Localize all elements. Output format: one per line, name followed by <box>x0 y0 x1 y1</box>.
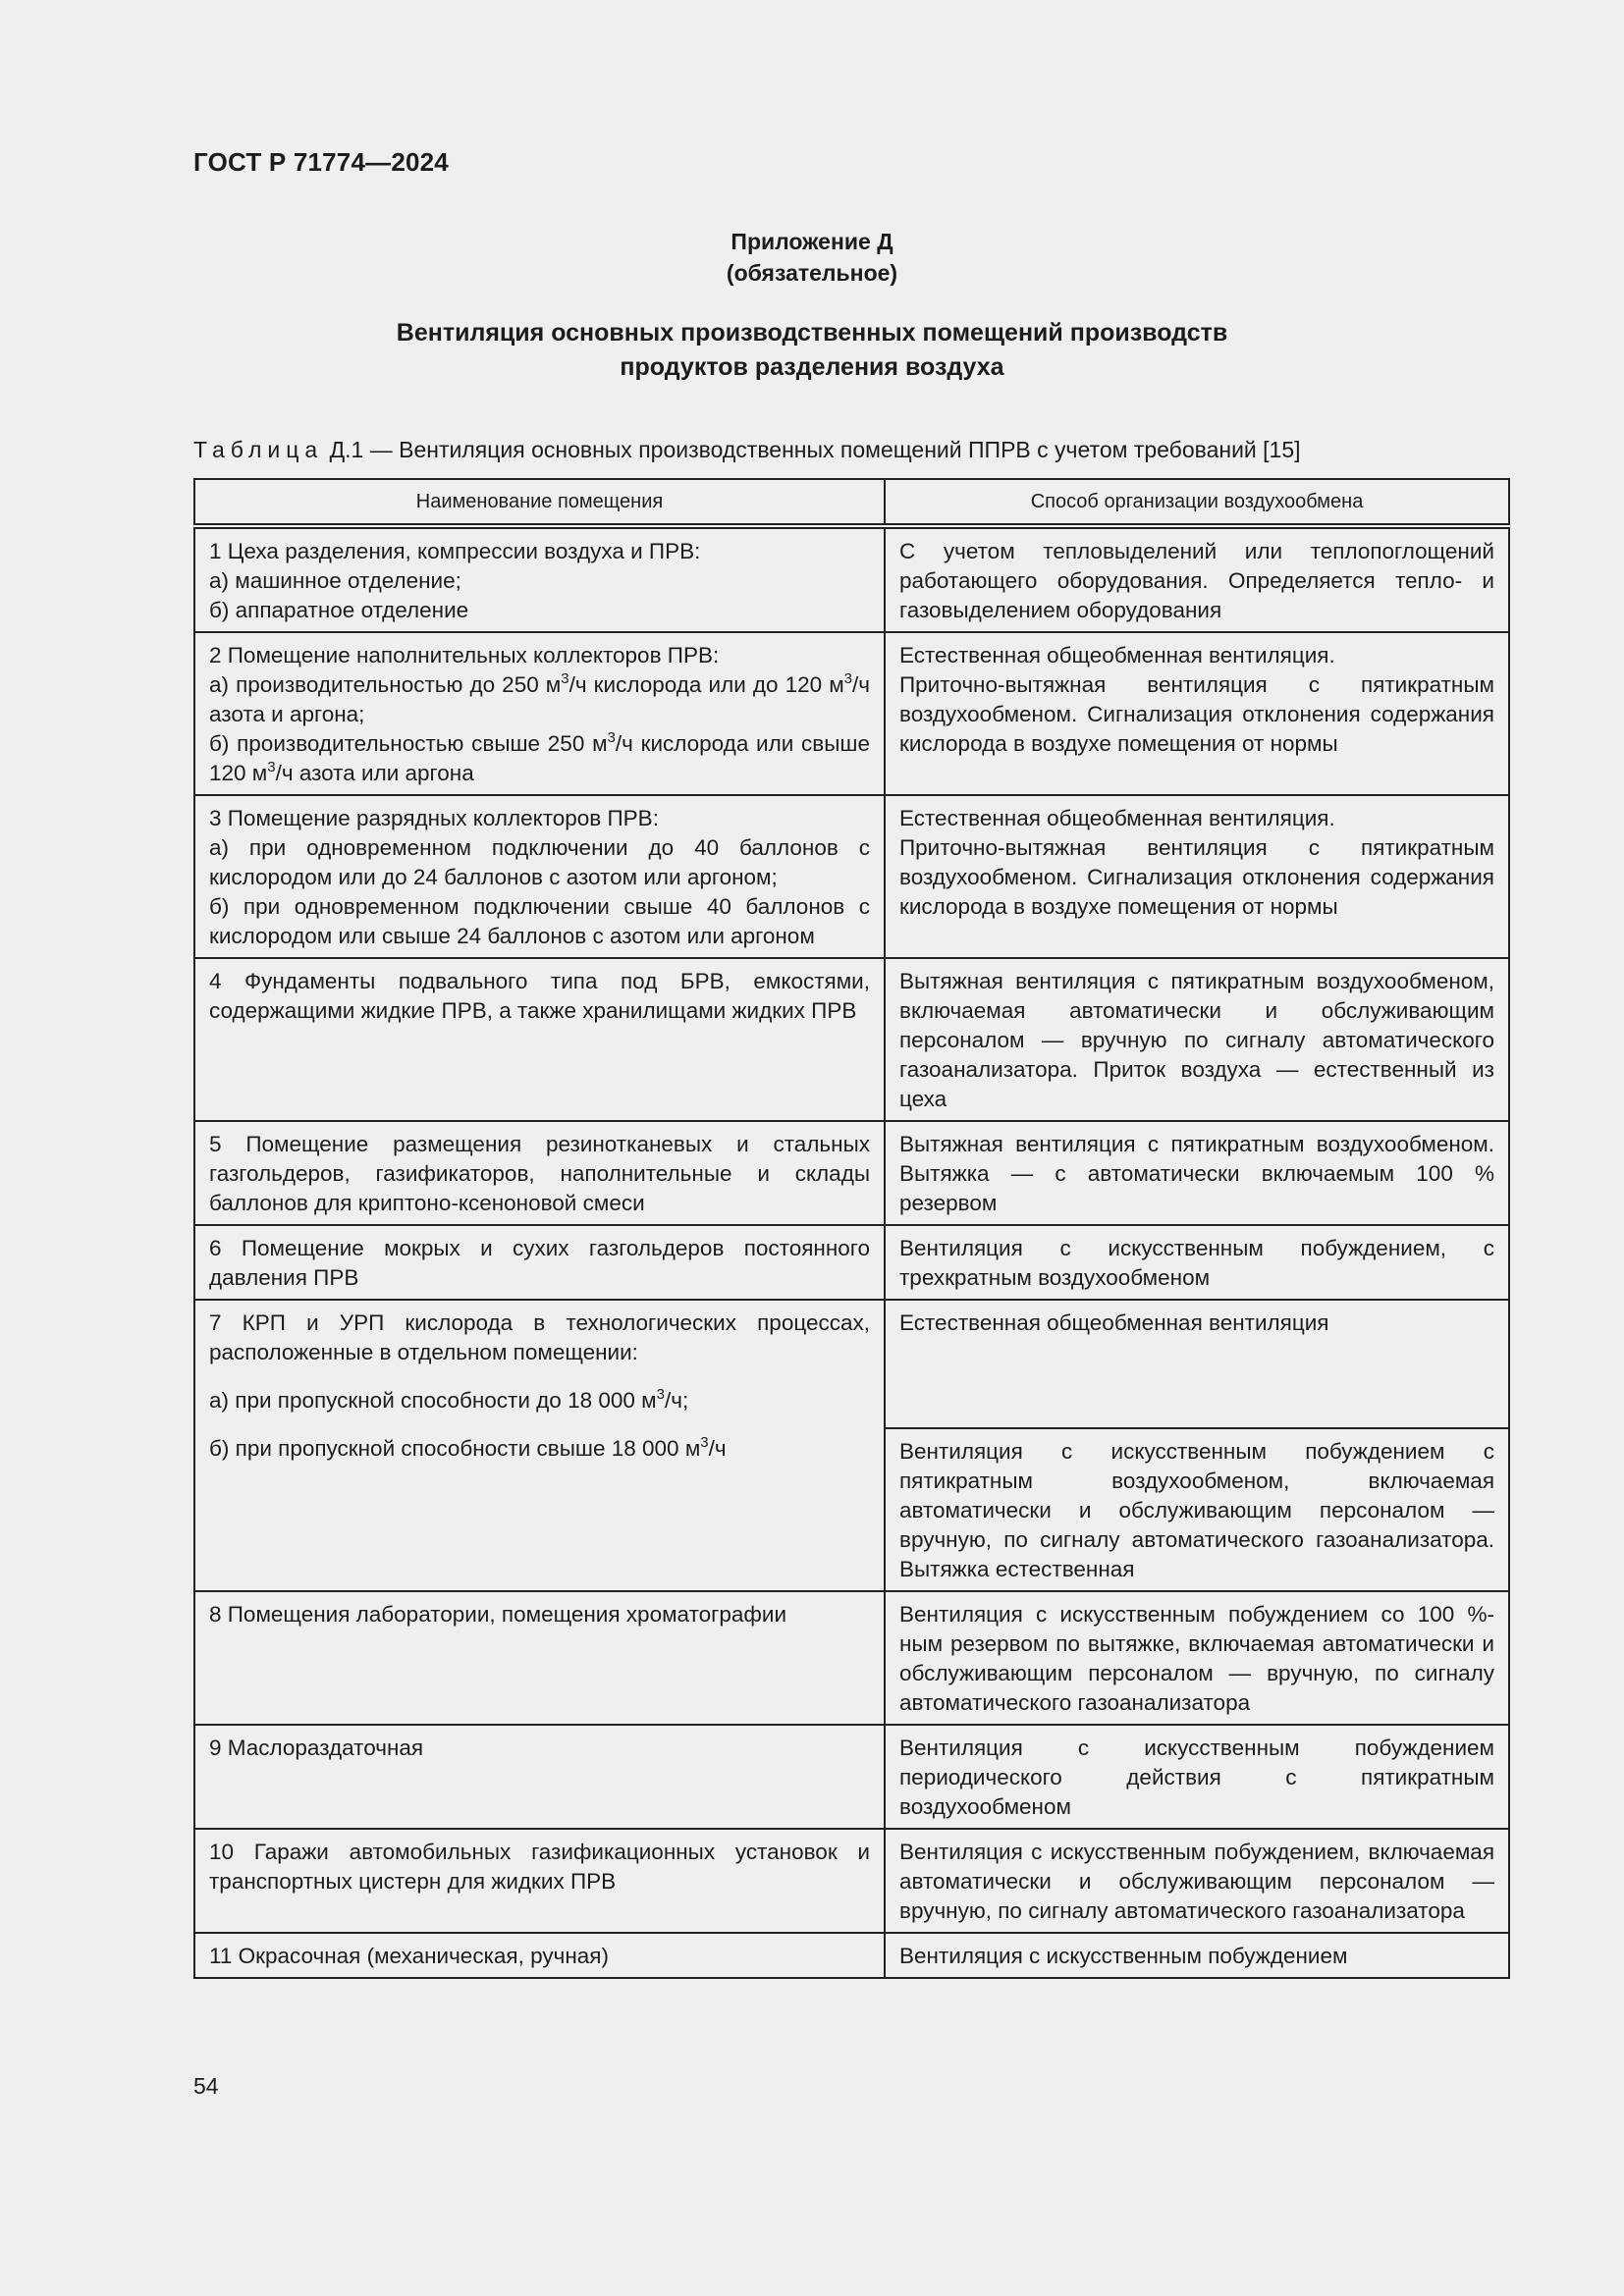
table-row <box>194 1829 1509 1933</box>
page-number: 54 <box>193 2073 219 2099</box>
room-cell: 4 Фундаменты подвального типа под БРВ, емкостями, содержащими жидкие ПРВ, а также хранилищами жидких ПРВ <box>194 958 885 1121</box>
spacer <box>209 1367 870 1386</box>
column-header-room: Наименование помещения <box>194 479 885 526</box>
table-row <box>194 1225 1509 1300</box>
room-line: 2 Помещение наполнительных коллекторов ПРВ: <box>209 643 720 667</box>
room-text: /ч кислорода или свыше 120 м <box>209 731 871 785</box>
room-line <box>209 670 870 729</box>
superscript: 3 <box>843 670 853 687</box>
table-row <box>194 1300 1509 1428</box>
method-cell: Естественная общеобменная вентиляция <box>885 1300 1509 1428</box>
table-row <box>194 1121 1509 1225</box>
room-cell: 10 Гаражи автомобильных газификационных установок и транспортных цистерн для жидких ПРВ <box>194 1829 885 1933</box>
method-line: Приточно-вытяжная вентиляция с пятикратным воздухообменом. Сигнализация отклонения содержания кислорода в воздухе помещения от нормы <box>899 835 1494 919</box>
ventilation-table <box>193 478 1510 1979</box>
superscript: 3 <box>267 759 276 775</box>
table-row <box>194 632 1509 795</box>
room-cell: 11 Окрасочная (механическая, ручная) <box>194 1933 885 1978</box>
room-line: 3 Помещение разрядных коллекторов ПРВ: <box>209 806 659 830</box>
room-text: а) при пропускной способности до 18 000 м <box>209 1388 657 1413</box>
appendix-status: (обязательное) <box>726 260 898 286</box>
method-cell: Вентиляция с искусственным побуждением периодического действия с пятикратным воздухообменом <box>885 1725 1509 1829</box>
document-code: ГОСТ Р 71774—2024 <box>193 147 449 177</box>
appendix-label: Приложение Д <box>731 229 893 254</box>
column-header-method: Способ организации воздухообмена <box>885 479 1509 526</box>
method-cell: Вентиляция с искусственным побуждением, с трехкратным воздухообменом <box>885 1225 1509 1300</box>
room-text: а) производительностью до 250 м <box>209 672 562 697</box>
appendix-title-line1: Вентиляция основных производственных помещений производств <box>396 319 1228 347</box>
superscript: 3 <box>561 670 569 687</box>
method-cell: Вытяжная вентиляция с пятикратным воздухообменом. Вытяжка — с автоматически включаемым 100 % резервом <box>885 1121 1509 1225</box>
room-cell <box>194 632 885 795</box>
table-caption <box>193 435 1301 464</box>
superscript: 3 <box>607 729 616 746</box>
method-cell: Вентиляция с искусственным побуждением с пятикратным воздухообменом, включаемая автоматически и обслуживающим персоналом — вручную, по сигналу автоматического газоанализатора. Вытяжка естественная <box>885 1428 1509 1591</box>
method-cell: Вентиляция с искусственным побуждением со 100 %-ным резервом по вытяжке, включаемая автоматически и обслуживающим персоналом — вручную, по сигналу автоматического газоанализатора <box>885 1591 1509 1725</box>
table-row <box>194 526 1509 632</box>
room-line: а) машинное отделение; <box>209 568 461 593</box>
room-text: /ч; <box>664 1388 689 1413</box>
method-cell <box>885 795 1509 958</box>
table-row <box>194 1591 1509 1725</box>
table-row <box>194 795 1509 958</box>
table-row <box>194 958 1509 1121</box>
room-text: /ч азота или аргона <box>275 761 474 785</box>
method-cell: Вытяжная вентиляция с пятикратным воздухообменом, включаемая автоматически и обслуживающим персоналом — вручную по сигналу автоматического газоанализатора. Приток воздуха — естественный из цеха <box>885 958 1509 1121</box>
method-cell: Вентиляция с искусственным побуждением <box>885 1933 1509 1978</box>
room-line: а) при одновременном подключении до 40 баллонов с кислородом или до 24 баллонов с азотом или аргоном; <box>209 835 870 889</box>
appendix-title <box>0 316 1624 385</box>
table-row <box>194 1933 1509 1978</box>
method-cell: Вентиляция с искусственным побуждением, включаемая автоматически и обслуживающим персоналом — вручную, по сигналу автоматического газоанализатора <box>885 1829 1509 1933</box>
method-line: Естественная общеобменная вентиляция. <box>899 643 1335 667</box>
room-line <box>209 1434 870 1464</box>
table-header-row <box>194 479 1509 526</box>
room-cell: 8 Помещения лаборатории, помещения хроматографии <box>194 1591 885 1725</box>
table-caption-text: Д.1 — Вентиляция основных производственных помещений ППРВ с учетом требований [15] <box>323 437 1301 462</box>
room-cell: 5 Помещение размещения резинотканевых и стальных газгольдеров, газификаторов, наполнительные и склады баллонов для криптоно-ксеноновой смеси <box>194 1121 885 1225</box>
room-line <box>209 729 870 788</box>
method-line: Естественная общеобменная вентиляция. <box>899 806 1335 830</box>
room-cell: 9 Маслораздаточная <box>194 1725 885 1829</box>
room-cell <box>194 526 885 632</box>
method-cell <box>885 632 1509 795</box>
superscript: 3 <box>656 1386 665 1403</box>
table-caption-word: Таблица <box>193 437 324 462</box>
table-row <box>194 1725 1509 1829</box>
room-line: 7 КРП и УРП кислорода в технологических процессах, расположенные в отдельном помещении: <box>209 1310 870 1364</box>
room-cell <box>194 795 885 958</box>
room-text: /ч азота и аргона; <box>209 672 870 726</box>
room-cell: 6 Помещение мокрых и сухих газгольдеров постоянного давления ПРВ <box>194 1225 885 1300</box>
spacer <box>209 1415 870 1434</box>
room-line: 1 Цеха разделения, компрессии воздуха и ПРВ: <box>209 539 701 563</box>
room-text: б) при пропускной способности свыше 18 000 м <box>209 1436 701 1461</box>
room-text: б) производительностью свыше 250 м <box>209 731 608 756</box>
room-line <box>209 1386 870 1415</box>
room-cell <box>194 1300 885 1591</box>
appendix-title-line2: продуктов разделения воздуха <box>620 353 1004 381</box>
method-line: Приточно-вытяжная вентиляция с пятикратным воздухообменом. Сигнализация отклонения содержания кислорода в воздухе помещения от нормы <box>899 672 1494 756</box>
appendix-heading <box>0 226 1624 289</box>
room-line: б) аппаратное отделение <box>209 598 469 622</box>
room-line: б) при одновременном подключении свыше 40 баллонов с кислородом или свыше 24 баллонов с азотом или аргоном <box>209 894 870 948</box>
room-text: /ч кислорода или до 120 м <box>568 672 844 697</box>
superscript: 3 <box>700 1434 709 1451</box>
method-cell: С учетом тепловыделений или теплопоглощений работающего оборудования. Определяется тепло- и газовыделением оборудования <box>885 526 1509 632</box>
room-text: /ч <box>708 1436 727 1461</box>
